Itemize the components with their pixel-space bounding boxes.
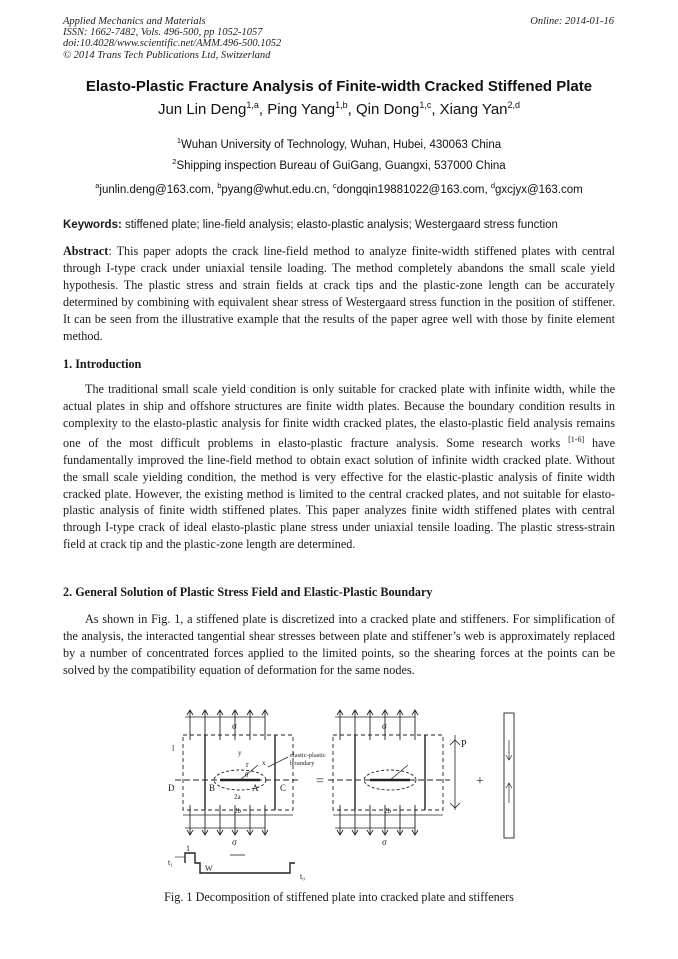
issn-line: ISSN: 1662-7482, Vols. 496-500, pp 1052-1057	[63, 27, 263, 39]
email-sup: b	[217, 181, 222, 190]
intro-text-b: have fundamentally improved the line-field method to obtain exact solution of infinite width cracked plate. Without the small scale yielding condition, the method is very effective for the elastic-plastic analysis of finite width cracked plate. However, the existing method is limited to the central cracked plates, and not suitable for elasto-plastic analysis of finite width stiffened plates. This paper analyzes finite width stiffened plates with central through I-type crack of ideal elasto-plastic plane stress under uniaxial tensile loading. The plastic stress-strain field at crack tip and the plastic-zone length are determined.	[63, 435, 615, 552]
fig-label-t0: t₀	[300, 872, 306, 881]
fig-boundary-label: elastic-plastic	[290, 752, 326, 759]
fig-label-2b: 2b	[384, 807, 391, 815]
keywords-text: stiffened plate; line-field analysis; elasto-plastic analysis; Westergaard stress function	[121, 219, 558, 231]
affiliation-sup: 1	[176, 136, 182, 145]
email-sup: a	[95, 181, 100, 190]
keywords-label: Keywords:	[63, 219, 122, 231]
fig-label-one: 1	[186, 844, 190, 853]
stiffened-plate-left	[175, 710, 300, 835]
figure-1-caption: Fig. 1 Decomposition of stiffened plate into cracked plate and stiffeners	[164, 890, 514, 904]
author-sup: 1,a	[246, 100, 259, 110]
stiffener-bar	[504, 713, 514, 838]
fig-label-theta: θ	[245, 771, 249, 779]
tension-arrows-top	[187, 710, 268, 740]
affiliation-2	[0, 157, 678, 172]
author-name: Xiang Yan	[439, 101, 508, 118]
cracked-plate-middle	[328, 710, 450, 835]
fig-label-c: C	[280, 783, 287, 793]
affiliation-text: Shipping inspection Bureau of GuiGang, Guangxi, 537000 China	[176, 159, 506, 172]
tension-arrows-bottom	[187, 805, 268, 835]
fig-label-sigma: σ	[382, 837, 387, 847]
fig-label-w: W	[205, 864, 213, 873]
email-sup: d	[490, 181, 496, 190]
introduction-paragraph	[63, 381, 615, 553]
email-link[interactable]: pyang@whut.edu.cn,	[221, 183, 333, 196]
fig-label-t1: t₁	[168, 858, 174, 867]
fig-label-r: r	[246, 760, 249, 769]
author-sup: 1,c	[419, 100, 432, 110]
fig-boundary-label: boundary	[290, 760, 315, 767]
journal-name: Applied Mechanics and Materials	[63, 16, 206, 27]
affiliation-1	[0, 136, 678, 151]
author-sup: 2,d	[507, 100, 521, 110]
citation-ref[interactable]: [1-6]	[568, 434, 585, 444]
abstract-label: Abstract	[63, 244, 109, 258]
fig-label-sigma: σ	[382, 721, 387, 731]
author-name: Ping Yang	[267, 101, 336, 118]
section2-paragraph: As shown in Fig. 1, a stiffened plate is discretized into a cracked plate and stiffeners. For simplification of the analysis, the interacted tangential shear stresses between plate and stiffener’s web is approximately replaced by a number of concentrated forces applied to the limited points, so the shearing forces at the points can be solved by the compatibility equation of deformation for the same nodes.	[63, 612, 615, 677]
affiliation-sup: 2	[172, 157, 177, 166]
email-sup: c	[332, 181, 337, 190]
fig-label-y: y	[238, 749, 242, 757]
intro-text-a: The traditional small scale yield condition is only suitable for cracked plate with infinite width, while the actual plates in ship and offshore structures are finite width plates. Because the boundary condition results in complexity to the elasto-plastic analysis for finite width cracked plates, the elasto-plastic field analysis remains one of the most difficult problems in elasto-plastic fracture analysis. Some research works	[63, 382, 615, 450]
journal-header	[63, 16, 281, 61]
section-heading-introduction: 1. Introduction	[63, 357, 142, 371]
author-name: Qin Dong	[355, 101, 420, 118]
abstract	[63, 243, 615, 344]
section-sketch	[175, 853, 295, 873]
fig-label-sigma: σ	[232, 721, 237, 731]
email-link[interactable]: junlin.deng@163.com,	[99, 183, 218, 196]
fig-label-x: x	[262, 759, 266, 767]
keywords	[63, 219, 623, 231]
abstract-text: : This paper adopts the crack line-field method to analyze finite-width stiffened plates with central through I-type crack under uniaxial tensile loading. The method completely abandons the small scale yield hypothesis. The plastic stress and strain fields at crack tips and the plastic-zone length can be accurately determined by combining with equivalent shear stress of Westergaard stress function in the position of stiffener. It can be seen from the illustrative example that the results of the paper agree well with those by finite element method.	[63, 244, 615, 343]
fig-label-sigma: σ	[232, 837, 237, 847]
email-link[interactable]: gxcjyx@163.com	[495, 183, 583, 196]
fig-label-p: P	[461, 739, 467, 750]
online-date: Online: 2014-01-16	[530, 16, 614, 27]
fig-label-l: l	[172, 744, 175, 753]
email-line	[0, 181, 678, 196]
section-heading-general-solution: 2. General Solution of Plastic Stress Field and Elastic-Plastic Boundary	[63, 585, 433, 599]
affiliation-text: Wuhan University of Technology, Wuhan, Hubei, 430063 China	[181, 138, 502, 151]
fig-label-2a: 2a	[234, 793, 241, 801]
figure-1-diagram	[150, 705, 530, 885]
fig-label-b: B	[209, 783, 216, 793]
fig-equals-sign: =	[316, 774, 324, 789]
doi-line: doi:10.4028/www.scientific.net/AMM.496-500.1052	[63, 38, 282, 50]
author-list: Jun Lin Deng$^{1,a}$, Ping Yang$^{1,b}$, Qin Dong$^{1,c}$, Xiang Yan$^{2,d}$	[157, 100, 521, 118]
author-name: Jun Lin Deng	[157, 101, 247, 118]
email-link[interactable]: dongqin19881022@163.com,	[336, 183, 491, 196]
paper-title: Elasto-Plastic Fracture Analysis of Finite-width Cracked Stiffened Plate	[85, 78, 593, 95]
fig-label-a: A	[252, 783, 259, 793]
fig-label-d: D	[168, 783, 175, 793]
fig-plus-sign: +	[476, 774, 484, 789]
author-sup: 1,b	[335, 100, 348, 110]
fig-label-2b: 2b	[234, 807, 241, 815]
copyright-line: © 2014 Trans Tech Publications Ltd, Switzerland	[63, 49, 271, 61]
